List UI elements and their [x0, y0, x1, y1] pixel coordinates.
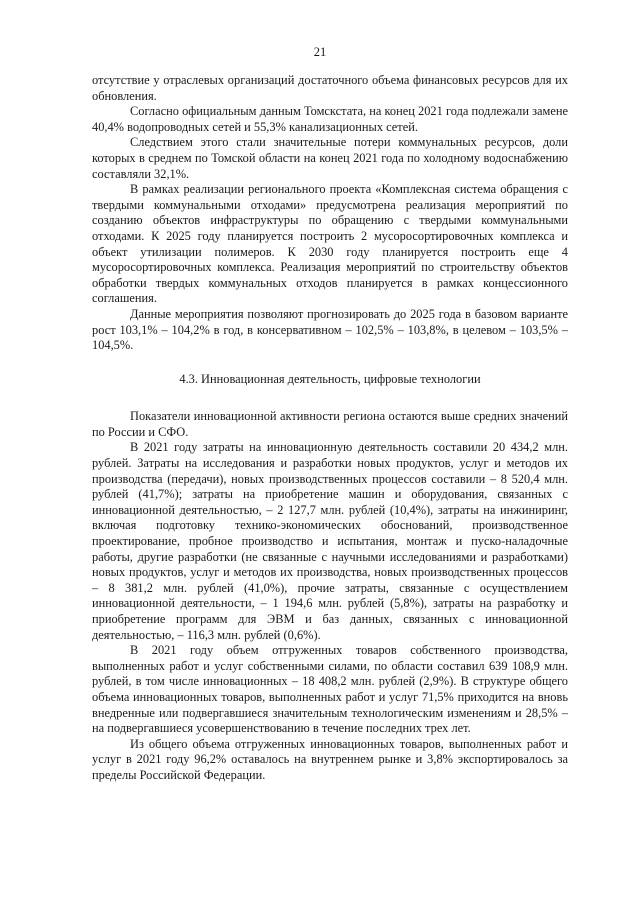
paragraph-resource-losses: Следствием этого стали значительные потери коммунальных ресурсов, доли которых в среднем по Томской области на конец 2021 года по холодному водоснабжению составляли 32,1%. [92, 135, 568, 181]
paragraph-shipped-goods: В 2021 году объем отгруженных товаров собственного производства, выполненных работ и услуг собственными силами, по области составил 639 108,9 млн. рублей, в том числе инновационных – 18 408,2 млн. рублей (2,9%). В структуре общего объема инновационных товаров, выполненных работ и услуг 71,5% приходится на вновь внедренные или подвергавшиеся значительным технологическим изменениям и 28,5% – на подвергавшиеся усовершенствованию в течение последних трех лет. [92, 643, 568, 736]
paragraph-innovation-indicators: Показатели инновационной активности региона остаются выше средних значений по России и СФО. [92, 409, 568, 439]
paragraph-waste-project: В рамках реализации регионального проекта «Комплексная система обращения с твердыми коммунальными отходами» предусмотрена реализация мероприятий по созданию объектов инфраструктуры по обращению с твердыми коммунальными отходами. К 2025 году планируется построить 2 мусоросортировочных комплекса и объект утилизации полимеров. К 2030 году планируется построить еще 4 мусоросортировочных комплекса. Реализация мероприятий по строительству объектов обработки твердых коммунальных отходов планируется в рамках концессионного соглашения. [92, 182, 568, 306]
paragraph-network-replacement: Согласно официальным данным Томскстата, на конец 2021 года подлежали замене 40,4% водопроводных сетей и 55,3% канализационных сетей. [92, 104, 568, 134]
paragraph-innovation-costs: В 2021 году затраты на инновационную деятельность составили 20 434,2 млн. рублей. Затраты на исследования и разработки новых продуктов, услуг и методов их производства (передачи), новых производственных процессов составили – 8 520,4 млн. рублей (41,7%); затраты на приобретение машин и оборудования, связанных с инновационной деятельностью, – 2 127,7 млн. рублей (10,4%), затраты на инжиниринг, включая подготовку технико-экономических обоснований, производственное проектирование, пробное производство и испытания, монтаж и пуско-наладочные работы, другие разработки (не связанные с научными исследованиями и разработками) новых продуктов, услуг и методов их производства, новых производственных процессов – 8 381,2 млн. рублей (41,0%), прочие затраты, связанные с осуществлением инновационной деятельности, – 1 194,6 млн. рублей (5,8%), затраты на разработку и приобретение программ для ЭВМ и баз данных, связанных с инновационной деятельностью, – 116,3 млн. рублей (0,6%). [92, 440, 568, 642]
page-body [92, 73, 568, 784]
paragraph-forecast: Данные мероприятия позволяют прогнозировать до 2025 года в базовом варианте рост 103,1% – 104,2% в год, в консервативном – 102,5% – 103,8%, в целевом – 103,5% – 104,5%. [92, 306, 568, 353]
section-heading: 4.3. Инновационная деятельность, цифровые технологии [179, 371, 481, 386]
page-number: 21 [313, 45, 327, 59]
paragraph-export-share: Из общего объема отгруженных инновационных товаров, выполненных работ и услуг в 2021 году 96,2% оставалось на внутреннем рынке и 3,8% экспортировалось за пределы Российской Федерации. [92, 736, 568, 782]
paragraph-resources-shortage: отсутствие у отраслевых организаций достаточного объема финансовых ресурсов для их обновления. [92, 73, 568, 103]
